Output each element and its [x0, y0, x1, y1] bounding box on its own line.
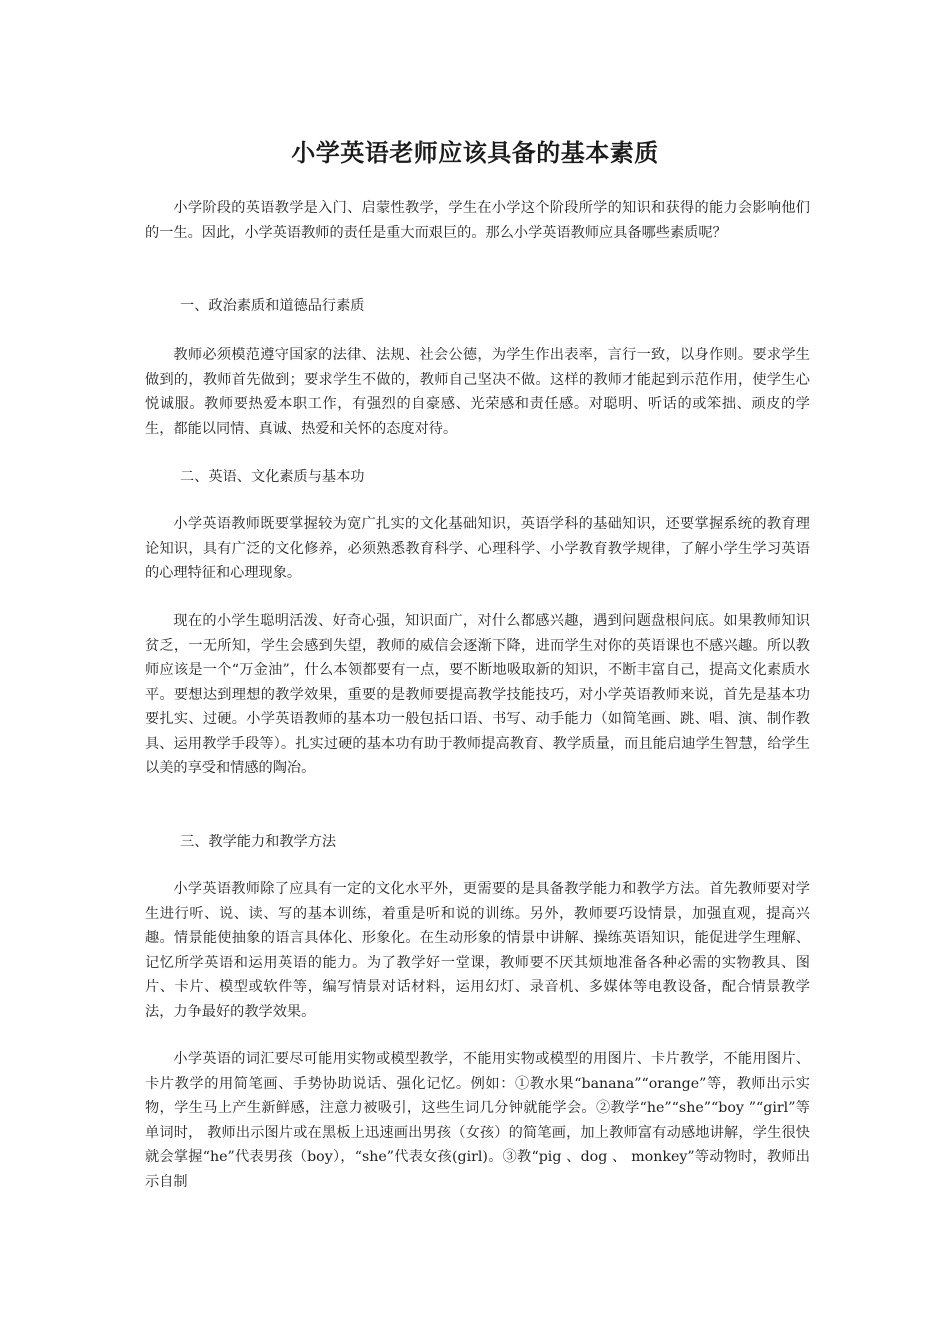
- section-heading-teaching-ability: 三、教学能力和教学方法: [180, 834, 337, 850]
- intro-paragraph: 小学阶段的英语教学是入门、启蒙性教学，学生在小学这个阶段所学的知识和获得的能力会影响他们的一生。因此，小学英语教师的责任是重大而艰巨的。那么小学英语教师应具备哪些素质呢？: [145, 200, 810, 241]
- section-heading-politics: 一、政治素质和道德品行素质: [180, 298, 365, 314]
- section2-paragraph-2: 现在的小学生聪明活泼、好奇心强，知识面广，对什么都感兴趣，遇到问题盘根问底。如果教师知识贫乏，一无所知，学生会感到失望，教师的威信会逐渐下降，进而学生对你的英语课也不感兴趣。所以教师应该是一个“万金油”，什么本领都要有一点，要不断地吸取新的知识，不断丰富自己，提高文化素质水平。要想达到理想的教学效果，重要的是教师要提高教学技能技巧，对小学英语教师来说，首先是基本功要扎实、过硬。小学英语教师的基本功一般包括口语、书写、动手能力（如简笔画、跳、唱、演、制作教具、运用教学手段等）。扎实过硬的基本功有助于教师提高教育、教学质量，而且能启迪学生智慧，给学生以美的享受和情感的陶冶。: [145, 613, 810, 776]
- section3-paragraph-1: 小学英语教师除了应具有一定的文化水平外，更需要的是具备教学能力和教学方法。首先教师要对学生进行听、说、读、写的基本训练，着重是听和说的训练。另外，教师要巧设情景，加强直观，提高兴趣。情景能使抽象的语言具体化、形象化。在生动形象的情景中讲解、操练英语知识，能促进学生理解、记忆所学英语和运用英语的能力。为了教学好一堂课，教师要不厌其烦地准备各种必需的实物教具、图片、卡片、模型或软件等，编写情景对话材料，运用幻灯、录音机、多媒体等电教设备，配合情景教学法，力争最好的教学效果。: [145, 881, 810, 1020]
- section1-paragraph: 教师必须模范遵守国家的法律、法规、社会公德，为学生作出表率，言行一致，以身作则。要求学生做到的，教师首先做到；要求学生不做的，教师自己坚决不做。这样的教师才能起到示范作用，使学生心悦诚服。教师要热爱本职工作，有强烈的自豪感、光荣感和责任感。对聪明、听话的或笨拙、顽皮的学生，都能以同情、真诚、热爱和关怀的态度对待。: [145, 347, 810, 437]
- section2-paragraph-1: 小学英语教师既要掌握较为宽广扎实的文化基础知识，英语学科的基础知识，还要掌握系统的教育理论知识，具有广泛的文化修养，必须熟悉教育科学、心理科学、小学教育教学规律，了解小学生学习英语的心理特征和心理现象。: [145, 516, 810, 581]
- section3-paragraph-2: 小学英语的词汇要尽可能用实物或模型教学，不能用实物或模型的用图片、卡片教学，不能用图片、卡片教学的用简笔画、手势协助说话、强化记忆。例如：①教水果“banana”“orange”等，教师出示实物，学生马上产生新鲜感，注意力被吸引，这些生词几分钟就能学会。②教学“he”“she”“boy ”“girl”等单词时， 教师出示图片或在黑板上迅速画出男孩（女孩）的简笔画，加上教师富有动感地讲解，学生很快就会掌握“he”代表男孩（boy），“she”代表女孩(girl)。③教“pig 、dog 、 monkey”等动物时，教师出示自制: [145, 1051, 810, 1190]
- section-heading-english-culture: 二、英语、文化素质与基本功: [180, 469, 365, 485]
- document-title: 小学英语老师应该具备的基本素质: [291, 139, 659, 167]
